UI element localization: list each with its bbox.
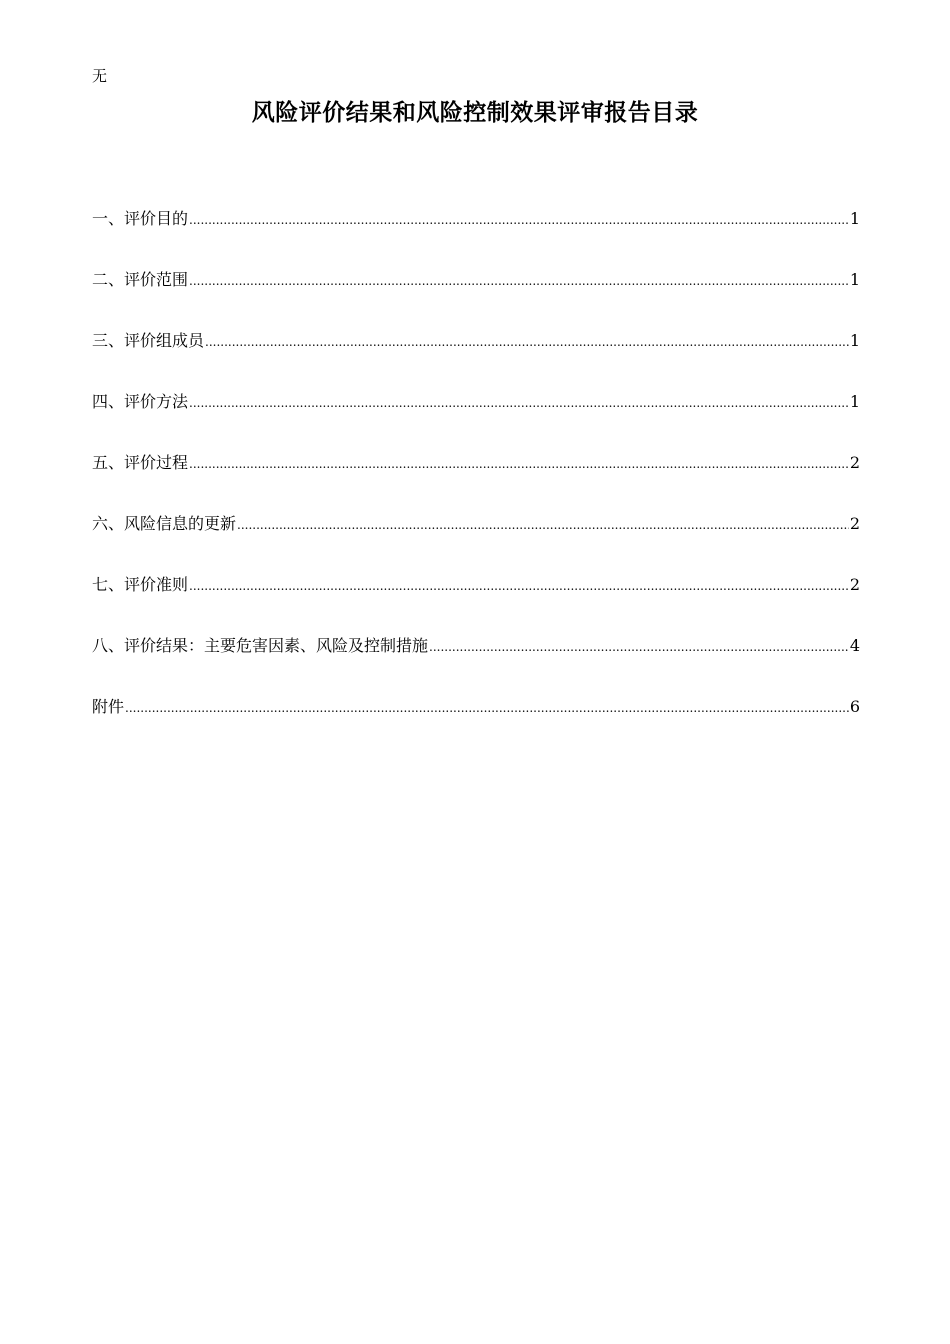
toc-page-number: 1 (849, 392, 860, 411)
toc-dot-leader (189, 574, 849, 598)
toc-entry-risk-update[interactable] (92, 512, 860, 573)
toc-entry-results[interactable] (92, 634, 860, 695)
toc-entry-criteria[interactable] (92, 573, 860, 634)
toc-entry-label: 七、评价准则 (92, 575, 189, 594)
toc-dot-leader (237, 513, 849, 537)
toc-entry-label: 五、评价过程 (92, 453, 189, 472)
toc-dot-leader (205, 330, 849, 354)
toc-entry-purpose[interactable] (92, 207, 860, 268)
toc-page-number: 1 (849, 331, 860, 350)
toc-entry-attachments[interactable] (92, 695, 860, 756)
page-title: 风险评价结果和风险控制效果评审报告目录 (251, 99, 699, 126)
header-note: 无 (92, 67, 108, 85)
toc-dot-leader (189, 269, 849, 293)
toc-entry-members[interactable] (92, 329, 860, 390)
toc-entry-label: 二、评价范围 (92, 270, 189, 289)
toc-entry-label: 一、评价目的 (92, 209, 189, 228)
toc-page-number: 6 (849, 697, 860, 716)
toc-dot-leader (189, 391, 849, 415)
toc-entry-scope[interactable] (92, 268, 860, 329)
toc-dot-leader (429, 635, 849, 659)
toc-entry-process[interactable] (92, 451, 860, 512)
toc-entry-label: 附件 (92, 697, 125, 716)
toc-entry-method[interactable] (92, 390, 860, 451)
toc-entry-label: 八、评价结果：主要危害因素、风险及控制措施 (92, 636, 429, 655)
table-of-contents (92, 207, 860, 756)
toc-page-number: 4 (849, 636, 860, 655)
toc-page-number: 1 (849, 270, 860, 289)
toc-page-number: 1 (849, 209, 860, 228)
toc-page-number: 2 (849, 514, 860, 533)
toc-page-number: 2 (849, 575, 860, 594)
toc-dot-leader (125, 696, 849, 720)
toc-entry-label: 四、评价方法 (92, 392, 189, 411)
toc-page-number: 2 (849, 453, 860, 472)
toc-entry-label: 三、评价组成员 (92, 331, 205, 350)
toc-entry-label: 六、风险信息的更新 (92, 514, 237, 533)
toc-dot-leader (189, 208, 849, 232)
toc-dot-leader (189, 452, 849, 476)
